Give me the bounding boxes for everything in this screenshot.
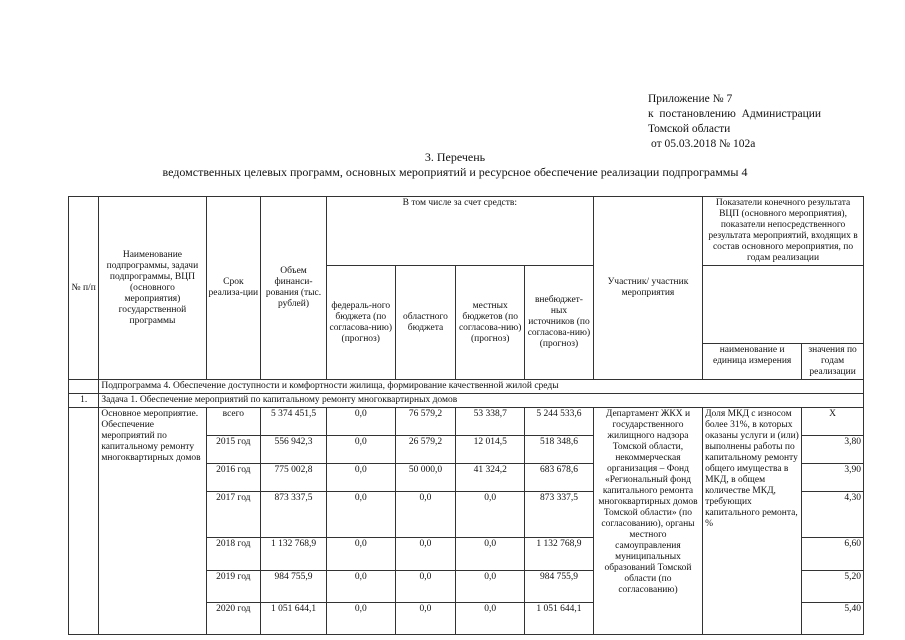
subprogram-row xyxy=(69,380,864,394)
cell-federal: 0,0 xyxy=(326,538,395,571)
subprogram-title: Подпрограмма 4. Обеспечение доступности и комфортности жилища, формирование качественной жилой среды xyxy=(99,380,864,394)
cell-regional: 26 579,2 xyxy=(395,436,456,464)
cell-term: 2016 год xyxy=(206,464,261,492)
cell-regional: 0,0 xyxy=(395,492,456,538)
header-indicators: Показатели конечного результата ВЦП (основного мероприятия), показатели непосредственного результата мероприятий, входящих в состав основного мероприятия, по годам реализации xyxy=(703,197,864,266)
cell-federal: 0,0 xyxy=(326,571,395,603)
header-local: местных бюджетов (по согласова-нию) (прогноз) xyxy=(456,266,525,380)
cell-volume: 5 374 451,5 xyxy=(261,408,327,436)
task-title: Задача 1. Обеспечение мероприятий по капитальному ремонту многоквартирных домов xyxy=(99,394,864,408)
cell-local: 0,0 xyxy=(456,538,525,571)
cell-federal: 0,0 xyxy=(326,464,395,492)
cell-regional: 0,0 xyxy=(395,571,456,603)
annex-decree: к постановлению Администрации xyxy=(648,108,822,120)
cell-federal: 0,0 xyxy=(326,603,395,635)
cell-term: 2017 год xyxy=(206,492,261,538)
cell-value: X xyxy=(802,408,864,436)
cell-regional: 0,0 xyxy=(395,603,456,635)
participant-text: Департамент ЖКХ и государственного жилищного надзора Томской области, некоммерческая организация – Фонд «Региональный фонд капитального ремонта многоквартирных домов Томской области» (по согласованию), органы местного самоуправления муниципальных образований Томской области (по согласованию) xyxy=(593,408,702,635)
cell-extra: 518 348,6 xyxy=(525,436,594,464)
header-volume: Объем финанси-рования (тыс. рублей) xyxy=(261,197,327,380)
cell-extra: 873 337,5 xyxy=(525,492,594,538)
cell-volume: 873 337,5 xyxy=(261,492,327,538)
header-term: Срок реализа-ции xyxy=(206,197,261,380)
header-extra: внебюджет-ных источников (по согласова-нию) (прогноз) xyxy=(525,266,594,380)
heading-title: ведомственных целевых программ, основных мероприятий и ресурсное обеспечение реализации подпрограммы 4 xyxy=(162,165,748,179)
header-num: № п/п xyxy=(69,197,99,380)
cell-value: 3,90 xyxy=(802,464,864,492)
cell-value: 5,40 xyxy=(802,603,864,635)
cell-term: 2019 год xyxy=(206,571,261,603)
cell-local: 53 338,7 xyxy=(456,408,525,436)
annex-date: от 05.03.2018 № 102а xyxy=(651,138,756,150)
cell-volume: 775 002,8 xyxy=(261,464,327,492)
annex-title: Приложение № 7 xyxy=(648,93,733,105)
task-row xyxy=(69,394,864,408)
header-participant: Участник/ участник мероприятия xyxy=(593,197,702,380)
header-incl: В том числе за счет средств: xyxy=(326,197,593,266)
cell-volume: 556 942,3 xyxy=(261,436,327,464)
cell-local: 41 324,2 xyxy=(456,464,525,492)
indicator-text: Доля МКД с износом более 31%, в которых оказаны услуги и (или) выполнены работы по капитальному ремонту общего имущества в МКД, в общем количестве МКД, требующих капитального ремонта, % xyxy=(703,408,802,635)
programs-table xyxy=(68,196,864,635)
cell-regional: 0,0 xyxy=(395,538,456,571)
cell-local: 0,0 xyxy=(456,492,525,538)
cell-volume: 984 755,9 xyxy=(261,571,327,603)
cell-volume: 1 132 768,9 xyxy=(261,538,327,571)
heading-number: 3. Перечень xyxy=(424,150,486,164)
cell-federal: 0,0 xyxy=(326,408,395,436)
document-heading xyxy=(60,150,850,180)
cell-term: 2018 год xyxy=(206,538,261,571)
cell-federal: 0,0 xyxy=(326,436,395,464)
cell-regional: 50 000,0 xyxy=(395,464,456,492)
header-federal: федераль-ного бюджета (по согласова-нию) (прогноз) xyxy=(326,266,395,380)
header-regional: областного бюджета xyxy=(395,266,456,380)
cell-extra: 984 755,9 xyxy=(525,571,594,603)
cell-term: 2020 год xyxy=(206,603,261,635)
cell-local: 0,0 xyxy=(456,571,525,603)
cell-extra: 683 678,6 xyxy=(525,464,594,492)
header-row-1 xyxy=(69,197,864,266)
cell-term: всего xyxy=(206,408,261,436)
cell-volume: 1 051 644,1 xyxy=(261,603,327,635)
annex-block xyxy=(648,92,821,152)
cell-value: 6,60 xyxy=(802,538,864,571)
main-event-name: Основное мероприятие. Обеспечение мероприятий по капитальному ремонту многоквартирных домов xyxy=(99,408,206,635)
header-ind-values: значения по годам реализации xyxy=(802,344,864,380)
cell-local: 0,0 xyxy=(456,603,525,635)
cell-extra: 1 051 644,1 xyxy=(525,603,594,635)
cell-extra: 5 244 533,6 xyxy=(525,408,594,436)
cell-extra: 1 132 768,9 xyxy=(525,538,594,571)
cell-federal: 0,0 xyxy=(326,492,395,538)
cell-value: 4,30 xyxy=(802,492,864,538)
annex-authority: Томской области xyxy=(648,123,731,135)
header-ind-name: наименование и единица измерения xyxy=(703,344,802,380)
task-number: 1. xyxy=(69,394,99,408)
cell-term: 2015 год xyxy=(206,436,261,464)
cell-value: 3,80 xyxy=(802,436,864,464)
cell-regional: 76 579,2 xyxy=(395,408,456,436)
cell-local: 12 014,5 xyxy=(456,436,525,464)
data-row xyxy=(69,408,864,436)
cell-value: 5,20 xyxy=(802,571,864,603)
header-name: Наименование подпрограммы, задачи подпрограммы, ВЦП (основного мероприятия) государственной программы xyxy=(99,197,206,380)
